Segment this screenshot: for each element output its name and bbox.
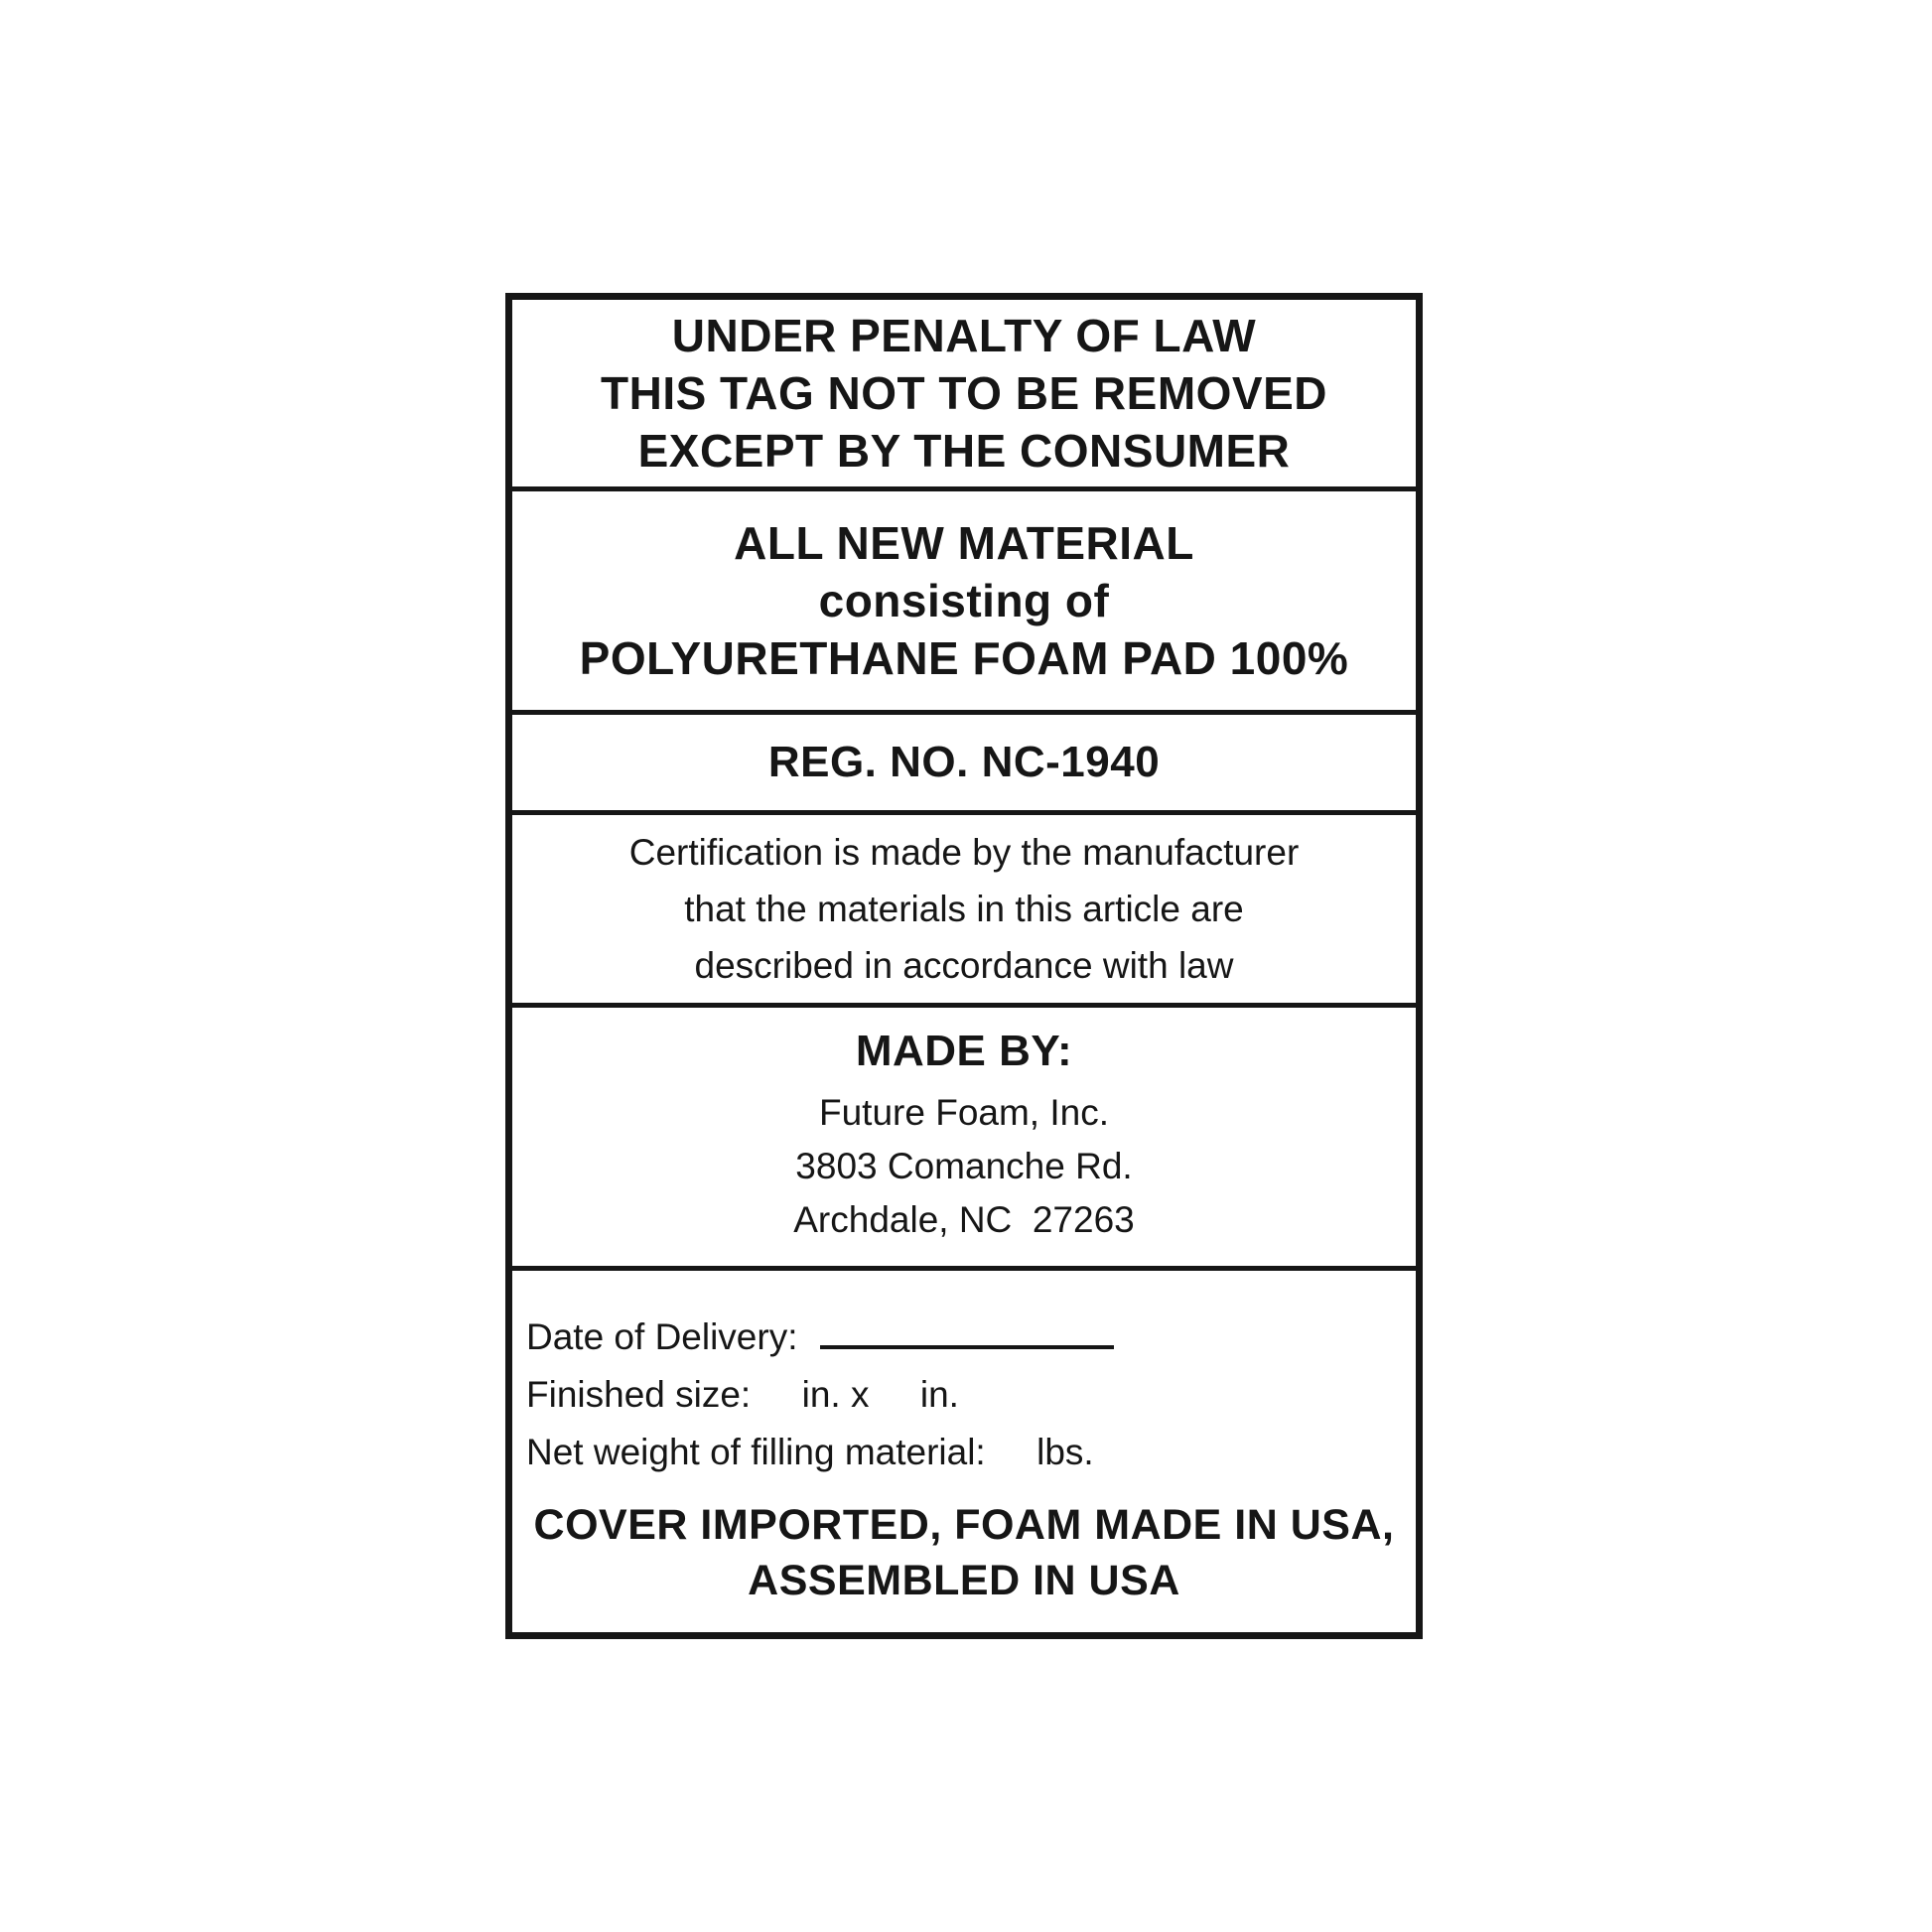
- made-by-section: [512, 1008, 1416, 1271]
- made-by-heading: MADE BY:: [855, 1027, 1073, 1075]
- net-weight-row: Net weight of filling material: lbs.: [526, 1432, 1094, 1472]
- date-of-delivery-row: [526, 1309, 1398, 1366]
- date-of-delivery-label: Date of Delivery:: [526, 1316, 798, 1357]
- penalty-line-1: UNDER PENALTY OF LAW: [671, 310, 1257, 361]
- penalty-line-2: THIS TAG NOT TO BE REMOVED: [601, 367, 1327, 419]
- material-line-1: ALL NEW MATERIAL: [734, 517, 1194, 569]
- registration-number: REG. NO. NC-1940: [767, 738, 1161, 786]
- law-label: [505, 293, 1423, 1639]
- origin-line-1: COVER IMPORTED, FOAM MADE IN USA,: [533, 1501, 1395, 1549]
- manufacturer-street: 3803 Comanche Rd.: [795, 1146, 1133, 1186]
- details-section: [512, 1271, 1416, 1632]
- manufacturer-name: Future Foam, Inc.: [819, 1092, 1109, 1133]
- origin-line-2: ASSEMBLED IN USA: [748, 1557, 1180, 1604]
- material-line-3: POLYURETHANE FOAM PAD 100%: [579, 632, 1349, 684]
- penalty-line-3: EXCEPT BY THE CONSUMER: [637, 425, 1291, 477]
- date-of-delivery-blank: [820, 1319, 1114, 1349]
- certification-line-3: described in accordance with law: [694, 945, 1234, 986]
- material-section: [512, 491, 1416, 715]
- registration-section: [512, 715, 1416, 815]
- certification-line-1: Certification is made by the manufacturer: [628, 832, 1300, 873]
- finished-size-row: Finished size: in. x in.: [526, 1374, 959, 1415]
- material-line-2: consisting of: [818, 575, 1110, 626]
- manufacturer-city-state-zip: Archdale, NC 27263: [793, 1199, 1135, 1240]
- origin-statement: [512, 1497, 1416, 1608]
- certification-section: [512, 815, 1416, 1008]
- fill-in-lines: [512, 1271, 1416, 1481]
- penalty-section: [512, 300, 1416, 491]
- certification-line-2: that the materials in this article are: [684, 889, 1244, 929]
